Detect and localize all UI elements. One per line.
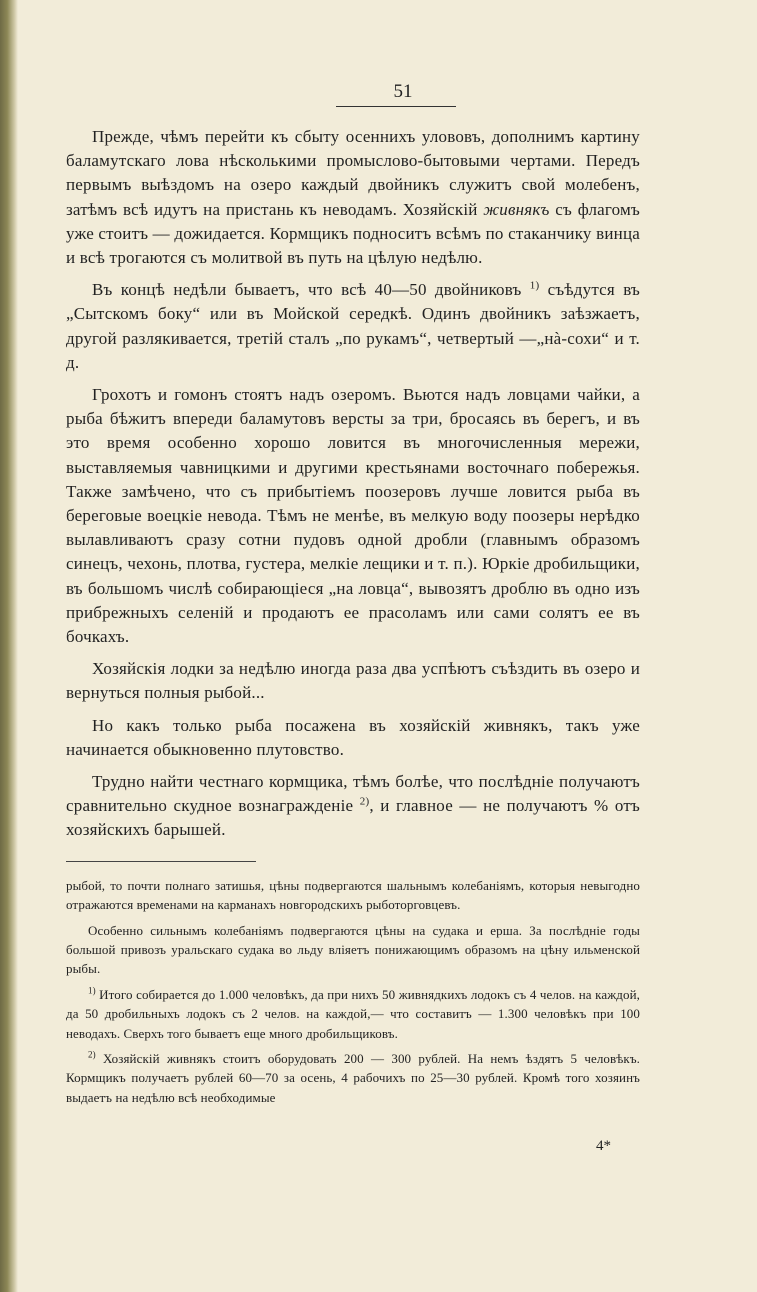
- paragraph-2: [66, 278, 640, 375]
- paragraph-5: Но какъ только рыба посажена въ хозяйскій живнякъ, такъ уже начинается обыкновенно плутовство.: [66, 715, 640, 759]
- paragraph-text: Трудно найти честнаго кормщика, тѣмъ болѣе, что послѣдніе получаютъ сравнительно скудное вознагражденіе: [66, 772, 640, 816]
- paragraph-6: [66, 770, 640, 843]
- footnote-separator: [66, 861, 256, 862]
- footnote-2: [66, 1049, 640, 1107]
- footnote-reference: 1): [529, 279, 540, 292]
- paragraph-1: [66, 125, 640, 270]
- footnote-continuation: рыбой, то почти полнаго затишья, цѣны подвергаются шальнымъ колебаніямъ, которыя невыгодно отражаются временами на карманахъ новгородскихъ рыботорговцевъ.: [66, 877, 640, 913]
- signature-mark: 4*: [596, 1138, 611, 1154]
- footnote-marker: 2): [88, 1049, 96, 1060]
- paragraph-text: Прежде, чѣмъ перейти къ сбыту осеннихъ улововъ, дополнимъ картину баламутскаго лова нѣсколькими промыслово-бытовыми чертами. Передъ первымъ выѣздомъ на озеро каждый двойникъ служитъ свой молебенъ, затѣмъ всѣ идутъ на пристань къ неводамъ. Хозяйскій: [66, 127, 640, 219]
- footnote-reference: 2): [359, 795, 370, 808]
- book-spine-edge: [0, 0, 18, 1292]
- paragraph-4: Хозяйскія лодки за недѣлю иногда раза два успѣютъ съѣздить въ озеро и вернуться полныя рыбой...: [66, 659, 640, 703]
- page-number: 51: [393, 81, 413, 102]
- footnote-marker: 1): [88, 985, 96, 996]
- footnote-text: Хозяйскій живнякъ стоитъ оборудовать 200 — 300 рублей. На немъ ѣздятъ 5 человѣкъ. Кормщикъ получаетъ рублей 60—70 за осень, 4 рабочихъ по 25—30 рублей. Кромѣ того хозяинъ выдаетъ на недѣлю всѣ необходимые: [66, 1050, 640, 1105]
- paragraph-text: съ флагомъ уже стоитъ — дожидается. Кормщикъ подноситъ всѣмъ по стаканчику винца и всѣ трогаются съ молитвой въ путь на цѣлую недѣлю.: [66, 199, 640, 268]
- paragraph-text: Въ концѣ недѣли бываетъ, что всѣ 40—50 двойниковъ: [92, 280, 530, 300]
- paragraph-3: Грохотъ и гомонъ стоятъ надъ озеромъ. Вьются надъ ловцами чайки, а рыба бѣжитъ впереди баламутовъ версты за три, бросаясь въ берегъ, и въ это время особенно хорошо ловится въ многочисленныя мережи, выставляемыя чавницкими и другими крестьянами восточнаго побережья. Также замѣчено, что съ прибытіемъ поозеровъ лучше ловится рыба въ береговые воецкіе невода. Тѣмъ не менѣе, въ мелкую воду поозеры нерѣдко вылавливаютъ сразу сотни пудовъ одной дробли (главнымъ образомъ синецъ, чехонь, плотва, густера, мелкіе лещики и т. п.). Юркіе дробильщики, въ большомъ числѣ собирающіеся „на ловца“, вывозятъ дроблю въ одно изъ прибрежныхъ селеній и продаютъ ее прасоламъ или сами солятъ ее въ бочкахъ.: [66, 385, 640, 647]
- italic-term: живнякъ: [483, 199, 550, 219]
- footnote-paragraph: Особенно сильнымъ колебаніямъ подвергаются цѣны на судака и ерша. За послѣдніе годы большой привозъ уральскаго судака во льду вліяетъ понижающимъ образомъ на цѣну ильменской рыбы.: [66, 922, 640, 977]
- footnote-1: [66, 985, 640, 1043]
- page-number-rule: [336, 106, 456, 107]
- paragraph-text: съѣдутся въ „Сытскомъ боку“ или въ Мойской середкѣ. Одинъ двойникъ заѣзжаетъ, другой разлякивается, третій сталъ „по рукамъ“, четвертый —„нà-сохи“ и т. д.: [66, 280, 640, 372]
- book-page: [66, 80, 640, 1113]
- footnote-text: Итого собирается до 1.000 человѣкъ, да при нихъ 50 живнядкихъ лодокъ съ 4 челов. на каждой, да 50 дробильныхъ лодокъ съ 2 челов. на каждой,— что составитъ — 1.300 человѣкъ при 100 неводахъ. Сверхъ того бываетъ еще много дробильщиковъ.: [66, 986, 640, 1041]
- paragraph-text: , и главное — не получаютъ % отъ хозяйскихъ барышей.: [66, 796, 640, 840]
